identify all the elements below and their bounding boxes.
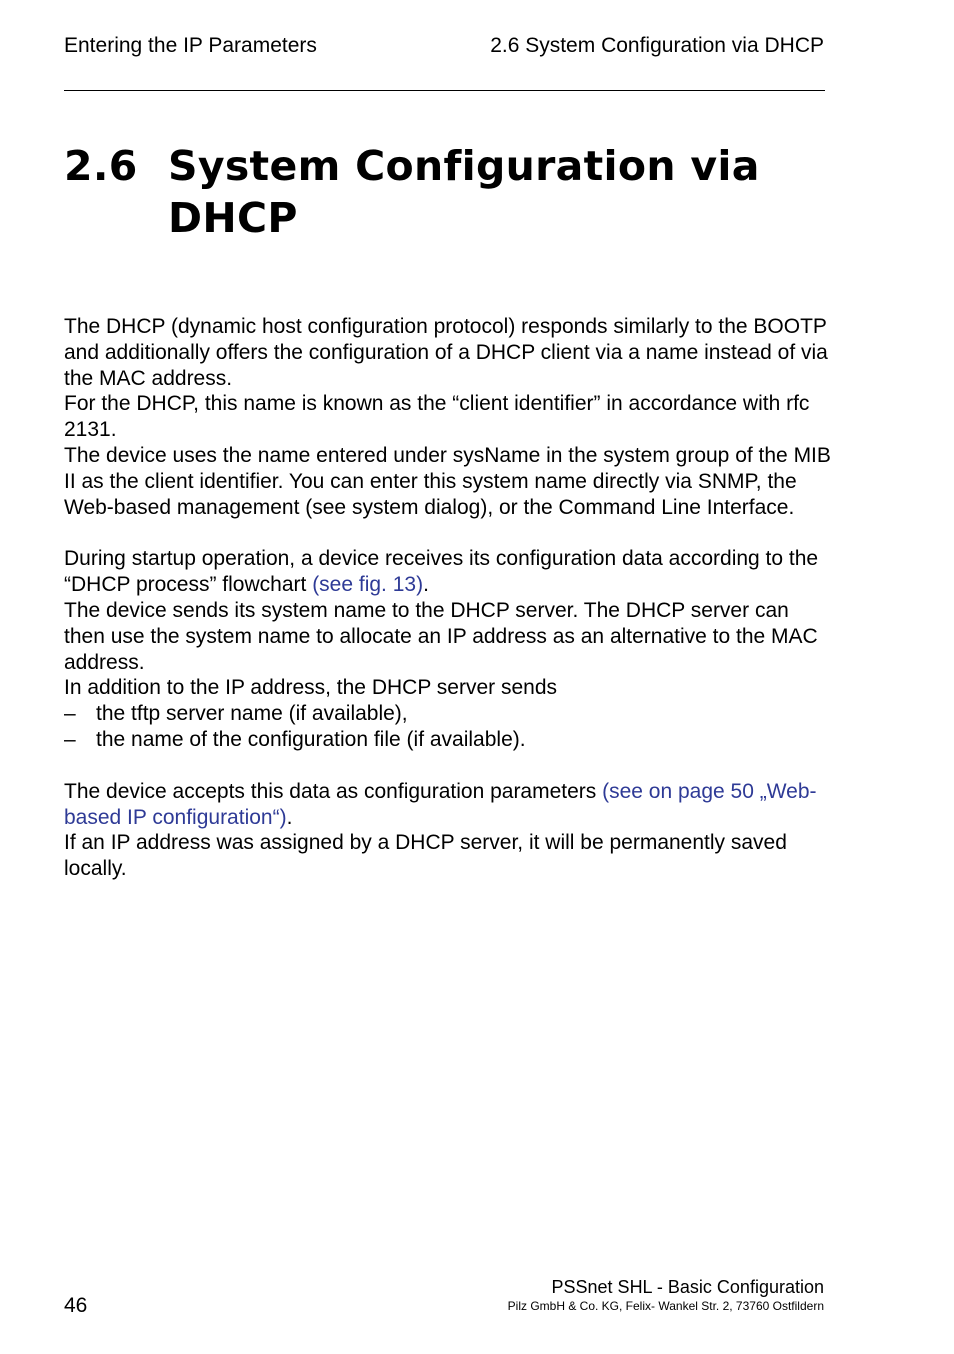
paragraph: The device sends its system name to the DHCP server. The DHCP server can then use the system name to allocate an IP address as an alternative to the MAC address. [64, 598, 818, 674]
body-block-1 [64, 314, 834, 882]
page-reference-link[interactable]: (see on page 50 „Web-based IP configuration“) [64, 779, 817, 829]
paragraph [64, 779, 834, 831]
running-header-chapter: Entering the IP Parameters [64, 34, 317, 57]
figure-link[interactable]: (see fig. 13) [312, 573, 424, 597]
paragraph-text: The device accepts this data as configuration parameters [64, 779, 603, 803]
list-dash: – [64, 727, 76, 751]
list-item [64, 701, 834, 727]
list-dash: – [64, 702, 76, 726]
paragraph-punct: . [423, 573, 429, 597]
paragraph [64, 546, 834, 598]
paragraph: If an IP address was assigned by a DHCP server, it will be permanently saved locally. [64, 831, 787, 881]
paragraph-gap [64, 753, 834, 779]
paragraph: For the DHCP, this name is known as the “client identifier” in accordance with rfc 2131. [64, 392, 810, 442]
footer-address: Pilz GmbH & Co. KG, Felix- Wankel Str. 2, 73760 Ostfildern [507, 1299, 824, 1313]
footer-doc-title: PSSnet SHL - Basic Configuration [551, 1277, 824, 1297]
paragraph-text: During startup operation, a device receives its configuration data according to the “DHCP process” flowchart [64, 547, 819, 597]
page-number: 46 [64, 1294, 88, 1317]
paragraph: The DHCP (dynamic host configuration protocol) responds similarly to the BOOTP and additionally offers the configuration of a DHCP client via a name instead of via the MAC address. [64, 315, 828, 390]
paragraph-punct: . [286, 805, 293, 829]
header-divider [64, 90, 825, 91]
paragraph-gap [64, 520, 834, 546]
list-item-text: the name of the configuration file (if available). [96, 727, 526, 751]
list-item [64, 727, 834, 753]
list-item-text: the tftp server name (if available), [96, 702, 408, 726]
section-title: System Configuration via DHCP [168, 142, 760, 242]
section-number: 2.6 [64, 142, 138, 190]
running-header-section: 2.6 System Configuration via DHCP [490, 34, 824, 57]
paragraph: In addition to the IP address, the DHCP server sends [64, 676, 557, 700]
paragraph: The device uses the name entered under sysName in the system group of the MIB II as the client identifier. You can enter this system name directly via SNMP, the Web-based management (see system dialog), or the Command Line Interface. [64, 443, 831, 519]
